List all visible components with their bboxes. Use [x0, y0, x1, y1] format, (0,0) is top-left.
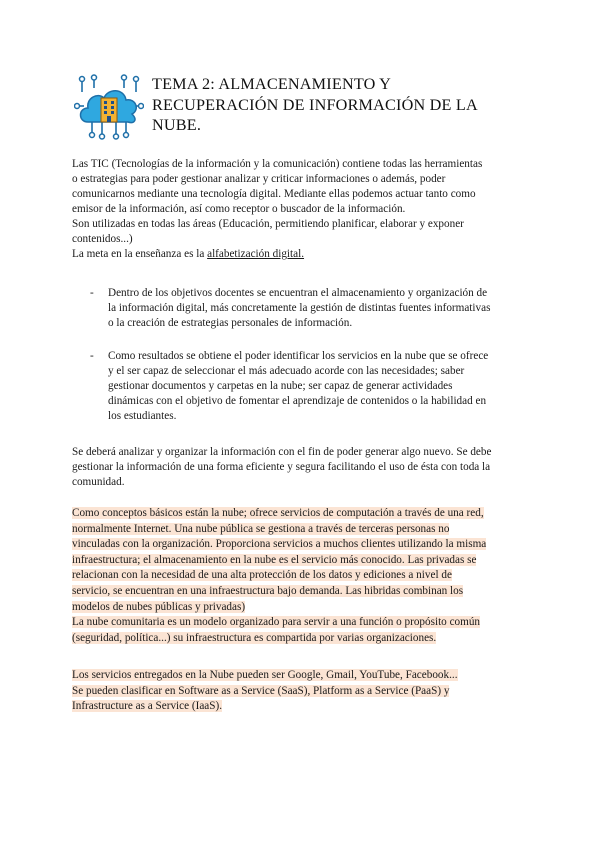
bullet-dash: - — [90, 287, 94, 299]
page-title — [152, 74, 532, 136]
text-line: Son utilizadas en todas las áreas (Educación, permitiendo planificar, elaborar y exponer — [72, 218, 464, 230]
text-line: comunidad. — [72, 476, 125, 488]
title-line: RECUPERACIÓN DE INFORMACIÓN DE LA — [152, 95, 478, 114]
services-highlighted-paragraph — [72, 668, 532, 715]
text-line: comunicarnos mediante una tecnología digital. Mediante ellas podemos actuar tanto como — [72, 188, 476, 200]
list-item-text — [108, 349, 533, 424]
highlighted-line: Se pueden clasificar en Software as a Service (SaaS), Platform as a Service (PaaS) y — [72, 684, 450, 697]
text-line: gestionar la información de una forma eficiente y segura facilitando el uso de ésta con toda la — [72, 461, 491, 473]
highlighted-line: Como conceptos básicos están la nube; ofrece servicios de computación a través de una red, — [72, 507, 484, 519]
text-line: o estrategias para poder gestionar analizar y criticar informaciones o además, poder — [72, 173, 446, 185]
text-line: y el ser capaz de seleccionar el más adecuado acorde con las necesidades; saber — [108, 365, 465, 377]
text-line: gestionar documentos y carpetas en la nube; ser capaz de generar actividades — [108, 380, 453, 392]
text-line: Dentro de los objetivos docentes se encuentran el almacenamiento y organización de — [108, 287, 488, 299]
text-line: los estudiantes. — [108, 410, 177, 422]
text-line: o la creación de estrategias personales de información. — [108, 317, 353, 329]
text-line: Se deberá analizar y organizar la información con el fin de poder generar algo nuevo. Se debe — [72, 446, 492, 458]
title-line: NUBE. — [152, 116, 202, 134]
analysis-paragraph — [72, 445, 532, 490]
intro-paragraph — [72, 157, 532, 262]
highlighted-line: infraestructura; el almacenamiento en la nube es el servicio más conocido. Las privadas se — [72, 553, 477, 566]
highlighted-line: modelos de nubes públicas y privadas) — [72, 600, 246, 613]
highlighted-line: (seguridad, política...) su infraestructura es compartida por varias organizaciones. — [72, 631, 437, 644]
goal-prefix: La meta en la enseñanza es la — [72, 248, 208, 260]
highlighted-line: Infrastructure as a Service (IaaS). — [72, 700, 223, 713]
highlighted-line: La nube comunitaria es un modelo organizado para servir a una función o propósito común — [72, 616, 481, 629]
goal-line — [72, 247, 532, 262]
text-line: dinámicas con el objetivo de fomentar el aprendizaje de contenidos o la habilidad en — [108, 395, 487, 407]
text-line: Las TIC (Tecnologías de la información y la comunicación) contiene todas las herramientas — [72, 158, 483, 170]
text-line: Como resultados se obtiene el poder identificar los servicios en la nube que se ofrece — [108, 350, 489, 362]
text-line: la información digital, más concretamente la gestión de distintas fuentes informativas — [108, 302, 491, 314]
goal-link: alfabetización digital. — [207, 248, 305, 260]
list-item-text — [108, 286, 533, 331]
highlighted-line: normalmente Internet. Una nube pública se gestiona a través de terceras personas no — [72, 522, 450, 535]
highlighted-line: servicio, se encuentran en una infraestructura bajo demanda. Las hibridas combinan los — [72, 584, 464, 597]
highlighted-line: Los servicios entregados en la Nube pueden ser Google, Gmail, YouTube, Facebook... — [72, 669, 458, 681]
bullet-dash: - — [90, 350, 94, 362]
cloud-building-icon — [74, 74, 144, 140]
text-line: contenidos...) — [72, 233, 133, 245]
highlighted-line: relacionan con la necesidad de una alta protección de los datos y ediciones a nivel de — [72, 569, 452, 582]
text-line: emisor de la información, así como receptor o buscador de la información. — [72, 203, 406, 215]
concepts-highlighted-paragraph — [72, 506, 532, 646]
title-line: TEMA 2: ALMACENAMIENTO Y — [152, 75, 392, 93]
highlighted-line: vinculadas con la organización. Proporciona servicios a muchos clientes utilizando la misma — [72, 538, 487, 551]
